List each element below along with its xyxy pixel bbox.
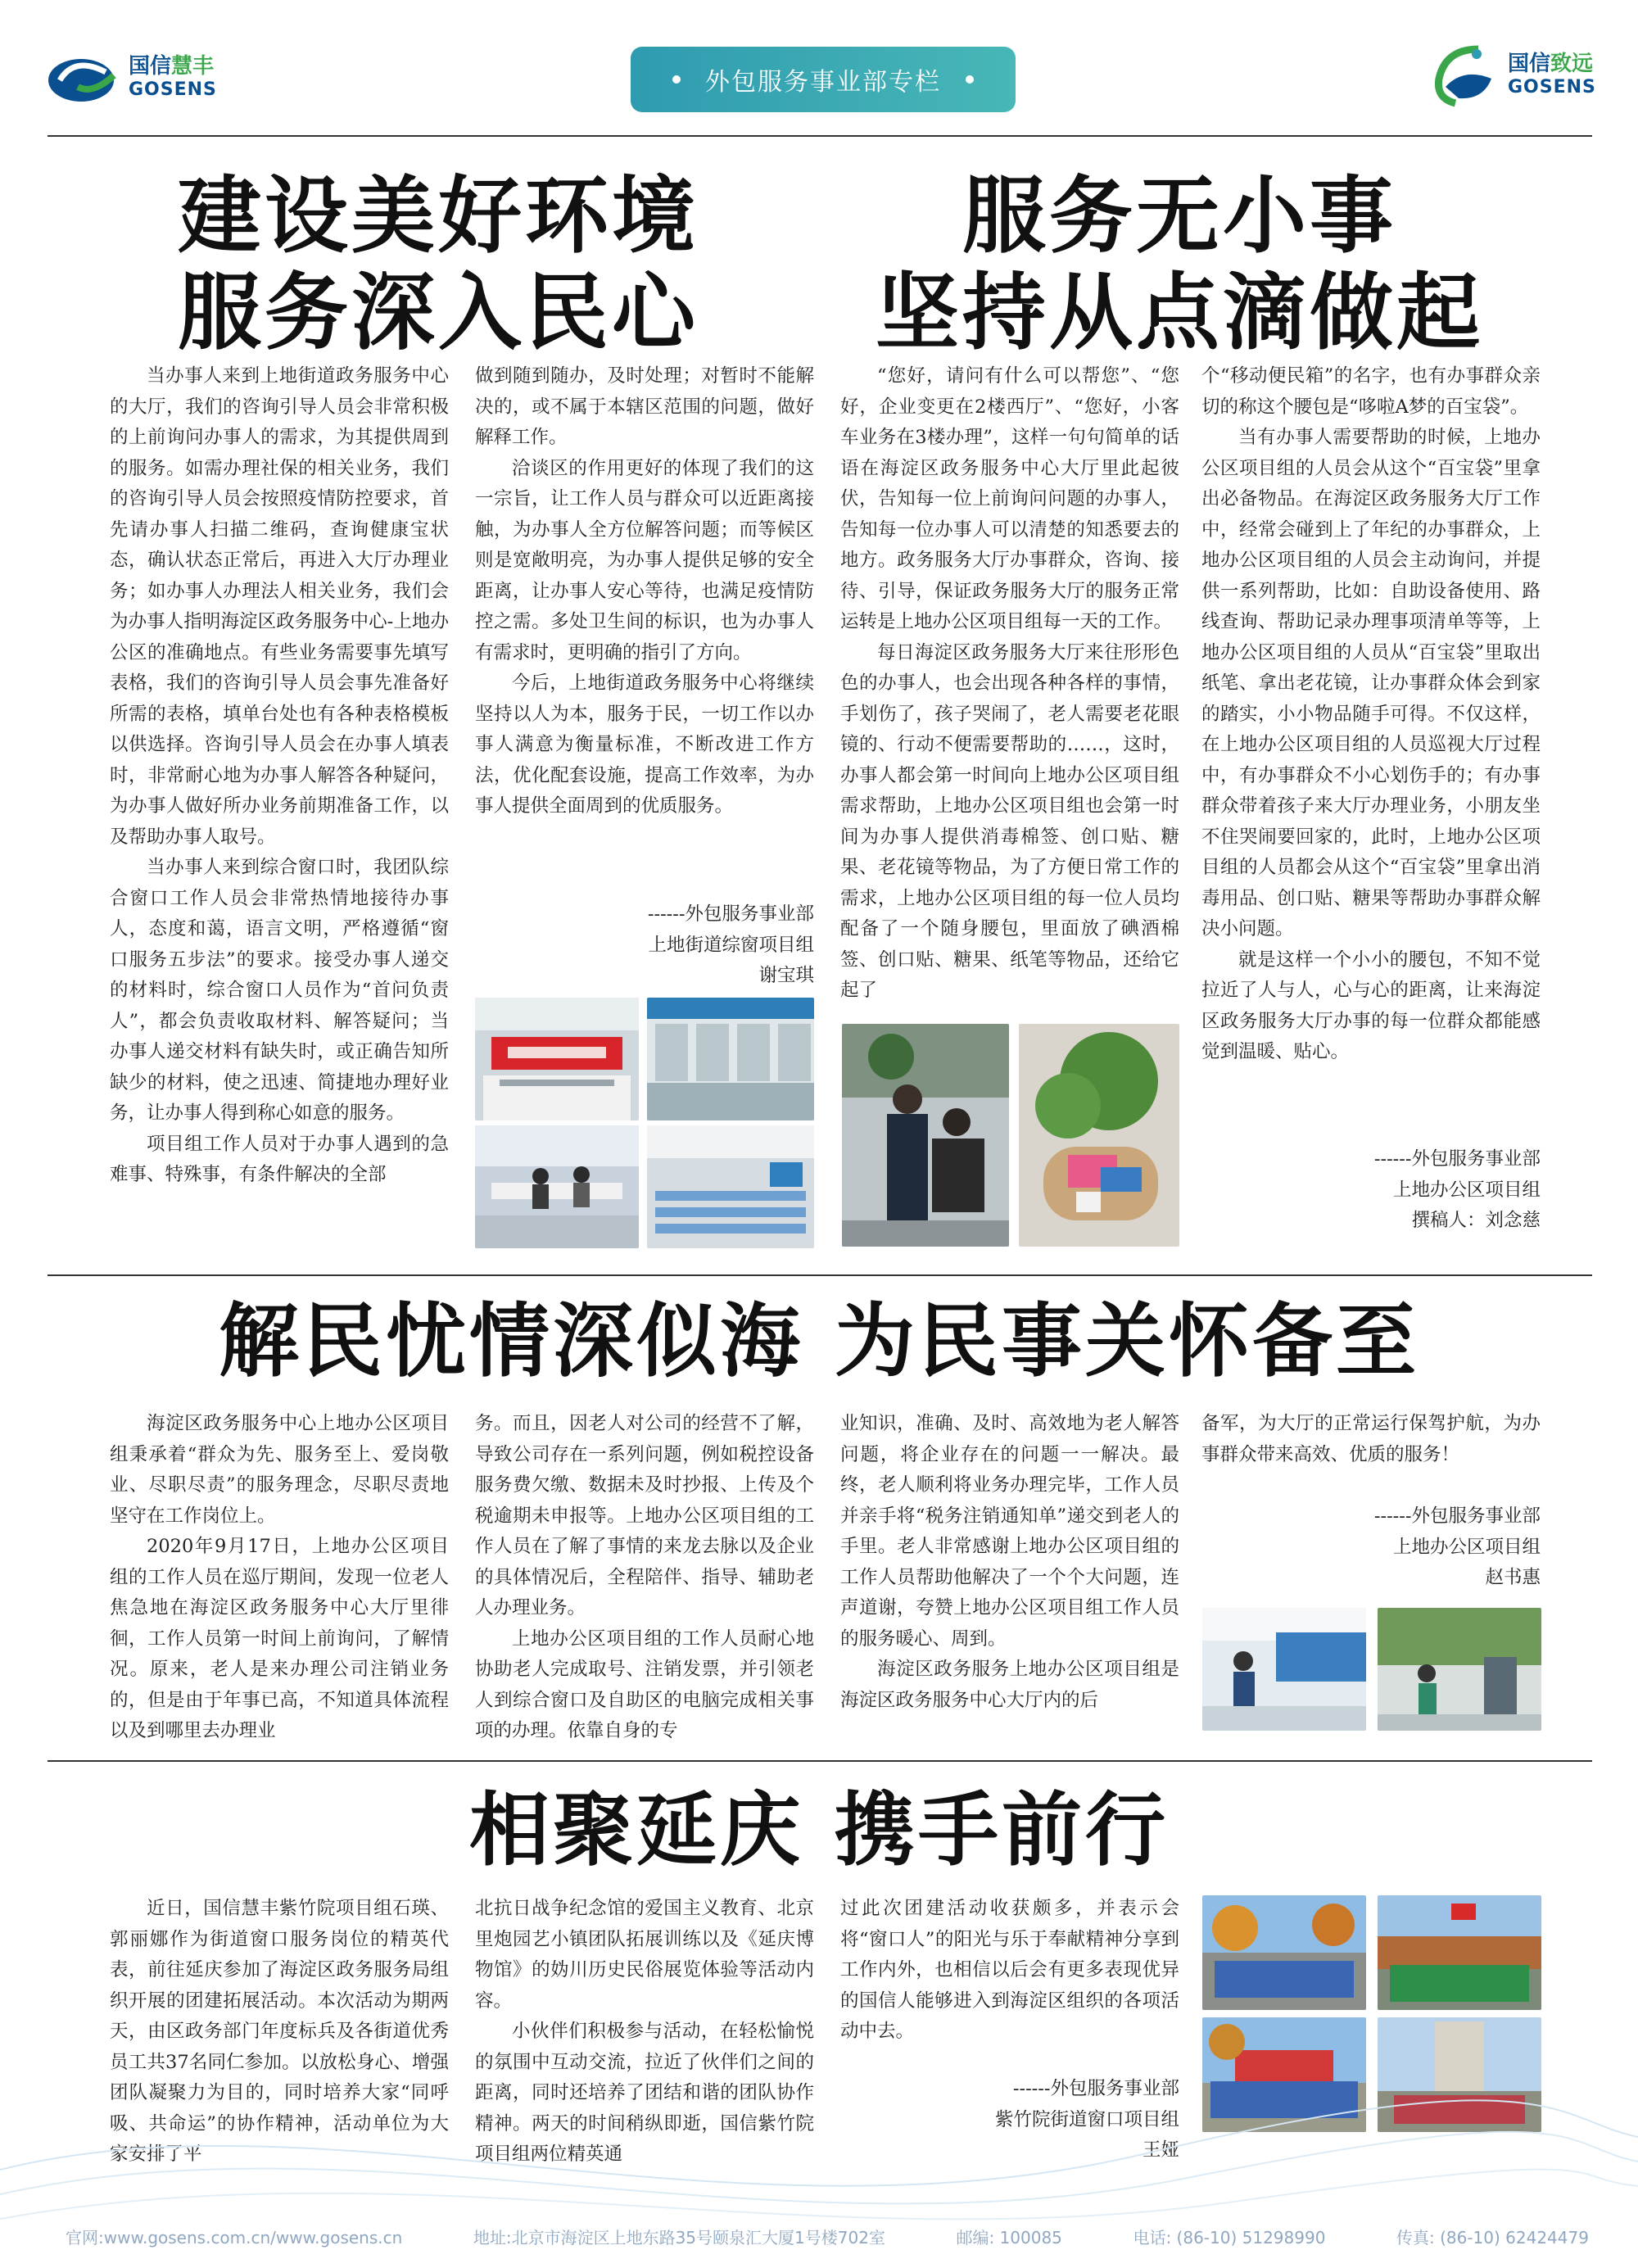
- article1-title-line1: 建设美好环境: [178, 167, 699, 265]
- footer-address: 地址:北京市海淀区上地东路35号颐泉汇大厦1号楼702室: [473, 2228, 885, 2248]
- logo-cn-a: 国信: [1508, 52, 1551, 77]
- article3-col2: [475, 1409, 814, 1747]
- signature-author: 谢宝琪: [758, 965, 814, 986]
- signature-dept: ------外包服务事业部: [647, 903, 814, 925]
- logo-cn-a: 国信: [129, 54, 172, 79]
- paragraph: 海淀区政务服务中心上地办公区项目组秉承着“群众为先、服务至上、爱岗敬业、尽职尽责”的服务理念，尽职尽责地坚守在工作岗位上。: [110, 1413, 449, 1527]
- bullet-dot-icon: [672, 75, 681, 84]
- staff-helping-visitor-photo: [842, 1024, 1009, 1247]
- article3-signature: [1201, 1501, 1541, 1594]
- service-hall-reception-photo: [475, 998, 639, 1120]
- paragraph: 2020年9月17日，上地办公区项目组的工作人员在巡厅期间，发现一位老人焦急地在海淀区政务服务中心大厅里徘徊，工作人员第一时间上前询问，了解情况。原来，老人是来办理公司注销业务的，但是由于年事已高，不知道具体流程以及到哪里去办理业: [110, 1536, 449, 1741]
- signature-team: 上地办公区项目组: [1392, 1536, 1541, 1558]
- signature-team: 紫竹院街道窗口项目组: [994, 2108, 1179, 2130]
- article1-signature: [475, 899, 814, 992]
- article1-col2: [475, 361, 814, 822]
- article2-col2: [1201, 361, 1541, 1068]
- paragraph: 当有办事人需要帮助的时候，上地办公区项目组的人员会从这个“百宝袋”里拿出必备物品。在海淀区政务服务大厅工作中，经常会碰到上了年纪的办事群众，上地办公区项目组的人员会主动询问，并提供一系列帮助，比如：自助设备使用、路线查询、帮助记录办理事项清单等等，上地办公区项目组的人员从“百宝袋”里取出纸笔、拿出老花镜，让办事群众体会到家的踏实，小小物品随手可得。不仅这样，在上地办公区项目组的人员巡视大厅过程中，有办事群众不小心划伤手的；有办事群众带着孩子来大厅办理业务，小朋友坐不住哭闹要回家的，此时，上地办公区项目组的人员都会从这个“百宝袋”里拿出消毒用品、创口贴、糖果等帮助办事群众解决小问题。: [1201, 427, 1541, 939]
- signature-dept: ------外包服务事业部: [1373, 1505, 1541, 1527]
- paragraph: 洽谈区的作用更好的体现了我们的这一宗旨，让工作人员与群众可以近距离接触，为办事人全方位解答问题；而等候区则是宽敞明亮，为办事人提供足够的安全距离，让办事人安心等待，也满足疫情防控之需。多处卫生间的标识，也为办事人有需求时，更明确的指引了方向。: [475, 457, 814, 663]
- paragraph: 个“移动便民箱”的名字，也有办事群众亲切的称这个腰包是“哆啦A梦的百宝袋”。: [1201, 365, 1541, 418]
- paragraph: 上地办公区项目组的工作人员耐心地协助老人完成取号、注销发票，并引领老人到综合窗口及自助区的电脑完成相关事项的办理。依靠自身的专: [475, 1627, 814, 1741]
- article2-title: [819, 168, 1540, 361]
- paragraph: “您好，请问有什么可以帮您”、“您好，企业变更在2楼西厅”、“您好，小客车业务在3楼办理”，这样一句句简单的话语在海淀区政务服务中心大厅里此起彼伏，告知每一位上前询问问题的办事人，告知每一位办事人可以清楚的知悉要去的地方。政务服务大厅办事群众，咨询、接待、引导，保证政务服务大厅的服务正常运转是上地办公区项目组每一天的工作。: [840, 365, 1179, 632]
- zhiyuan-logo-icon: [1429, 43, 1505, 108]
- waiting-area-photo: [647, 1125, 814, 1248]
- footer-website[interactable]: 官网:www.gosens.com.cn/www.gosens.cn: [66, 2228, 403, 2248]
- paragraph: 小伙伴们积极参与活动，在轻松愉悦的氛围中互动交流，拉近了伙伴们之间的距离，同时还培养了团结和谐的团队协作精神。两天的时间稍纵即逝，国信紫竹院项目组两位精英通: [475, 2021, 814, 2165]
- paragraph: 北抗日战争纪念馆的爱国主义教育、北京里炮园艺小镇团队拓展训练以及《延庆博物馆》的妫川历史民俗展览体验等活动内容。: [475, 1898, 814, 2012]
- logo-cn-b: 致远: [1550, 52, 1594, 77]
- consultation-area-photo: [475, 1125, 639, 1248]
- paragraph: 当办事人来到综合窗口时，我团队综合窗口工作人员会非常热情地接待办事人，态度和蔼，语言文明，严格遵循“窗口服务五步法”的要求。接受办事人递交的材料时，综合窗口人员作为“首问负责人”，都会负责收取材料、解答疑问；当办事人递交材料有缺失时，或正确告知所缺少的材料，使之迅速、简捷地办理好业务，让办事人得到称心如意的服务。: [110, 857, 449, 1124]
- bullet-dot-icon: [966, 75, 974, 84]
- article3-col3: [840, 1409, 1179, 1716]
- signature-team: 上地办公区项目组: [1392, 1179, 1541, 1201]
- paragraph: 海淀区政务服务上地办公区项目组是海淀区政务服务中心大厅内的后: [840, 1659, 1179, 1711]
- logo-en: GOSENS: [1508, 77, 1596, 98]
- article3-col1: [110, 1409, 449, 1747]
- signature-author: 王娅: [1142, 2139, 1179, 2161]
- paragraph: 过此次团建活动收获颇多，并表示会将“窗口人”的阳光与乐于奉献精神分享到工作内外，也相信以后会有更多表现优异的国信人能够进入到海淀区组织的各项活动中去。: [840, 1898, 1179, 2042]
- paragraph: 项目组工作人员对于办事人遇到的急难事、特殊事，有条件解决的全部: [110, 1133, 449, 1185]
- article1-title-line2: 服务深入民心: [178, 264, 699, 362]
- paragraph: 业知识，准确、及时、高效地为老人解答问题，将企业存在的问题一一解决。最终，老人顺利将业务办理完毕，工作人员并亲手将“税务注销通知单”递交到老人的手里。老人非常感谢上地办公区项目组的工作人员帮助他解决了一个个大问题，连声道谢，夸赞上地办公区项目组工作人员的服务暖心、周到。: [840, 1413, 1179, 1650]
- footer-bar: [66, 2225, 1589, 2248]
- paragraph: 务。而且，因老人对公司的经营不了解，导致公司存在一系列问题，例如税控设备服务费欠缴、数据未及时抄报、上传及个税逾期未申报等。上地办公区项目组的工作人员在了解了事情的来龙去脉以及企业的具体情况后，全程陪伴、指导、辅助老人办理业务。: [475, 1413, 814, 1618]
- banner-text: 外包服务事业部专栏: [705, 68, 941, 97]
- header-divider: [48, 135, 1592, 137]
- service-windows-photo: [647, 998, 814, 1120]
- footer-postcode: 邮编: 100085: [956, 2228, 1062, 2248]
- article4-title: 相聚延庆 携手前行: [468, 1783, 1170, 1877]
- signature-author: 赵书惠: [1485, 1567, 1541, 1588]
- section-divider: [48, 1760, 1592, 1762]
- footer-fax: 传真: (86-10) 62424479: [1396, 2228, 1589, 2248]
- paragraph: 当办事人来到上地街道政务服务中心的大厅，我们的咨询引导人员会非常积极的上前询问办事人的需求，为其提供周到的服务。如需办理社保的相关业务，我们的咨询引导人员会按照疫情防控要求，首先请办事人扫描二维码，查询健康宝状态，确认状态正常后，再进入大厅办理业务；如办事人办理法人相关业务，我们会为办事人指明海淀区政务服务中心-上地办公区的准确地点。有些业务需要事先填写表格，我们的咨询引导人员会事先准备好所需的表格，填单台处也有各种表格模板以供选择。咨询引导人员会在办事人填表时，非常耐心地为办事人解答各种疑问，为办事人做好所办业务前期准备工作，以及帮助办事人取号。: [110, 365, 449, 848]
- paragraph: 就是这样一个小小的腰包，不知不觉拉近了人与人，心与心的距离，让来海淀区政务服务大厅办事的每一位群众都能感觉到温暖、贴心。: [1201, 948, 1541, 1062]
- self-service-area-photo: [1378, 1608, 1541, 1731]
- article2-signature: [1201, 1144, 1541, 1237]
- assisting-elderly-photo: [1202, 1608, 1366, 1731]
- footer-phone: 电话: (86-10) 51298990: [1133, 2228, 1326, 2248]
- service-pouch-items-photo: [1019, 1024, 1179, 1247]
- section-divider: [48, 1274, 1592, 1276]
- article1-title: [98, 168, 778, 361]
- signature-dept: ------外包服务事业部: [1012, 2078, 1179, 2099]
- left-logo: [45, 51, 217, 105]
- article3-title: 解民忧情深似海 为民事关怀备至: [218, 1294, 1420, 1388]
- gosens-logo-icon: [45, 51, 124, 105]
- article2-title-line2: 坚持从点滴做起: [876, 264, 1483, 362]
- signature-author: 撰稿人：刘念慈: [1411, 1210, 1541, 1231]
- logo-cn-b: 慧丰: [171, 54, 215, 79]
- paragraph: 每日海淀区政务服务大厅来往形形色色的办事人，也会出现各种各样的事情，手划伤了，孩子哭闹了，老人需要老花眼镜的、行动不便需要帮助的……，这时，办事人都会第一时间向上地办公区项目组需求帮助，上地办公区项目组也会第一时间为办事人提供消毒棉签、创口贴、糖果、老花镜等物品，为了方便日常工作的需求，上地办公区项目组的每一位人员均配备了一个随身腰包，里面放了碘酒棉签、创口贴、糖果、纸笔等物品，还给它起了: [840, 641, 1179, 1001]
- article2-col1: [840, 361, 1179, 1007]
- paragraph: 备军，为大厅的正常运行保驾护航，为办事群众带来高效、优质的服务！: [1201, 1413, 1541, 1465]
- right-logo: [1429, 43, 1596, 108]
- signature-team: 上地街道综窗项目组: [648, 934, 814, 956]
- article2-title-line1: 服务无小事: [962, 167, 1396, 265]
- paragraph: 近日，国信慧丰紫竹院项目组石瑛、郭丽娜作为街道窗口服务岗位的精英代表，前往延庆参加了海淀区政务服务局组织开展的团建拓展活动。本次活动为期两天，由区政务部门年度标兵及各街道优秀员工共37名同仁参加。以放松身心、增强团队凝聚力为目的，同时培养大家“同呼吸、共命运”的协作精神，活动单位为大家安排了平: [110, 1898, 449, 2165]
- signature-dept: ------外包服务事业部: [1373, 1148, 1541, 1170]
- column-banner: [631, 47, 1016, 112]
- article3-col4: [1201, 1409, 1541, 1470]
- logo-en: GOSENS: [129, 79, 217, 101]
- paragraph: 今后，上地街道政务服务中心将继续坚持以人为本，服务于民，一切工作以办事人满意为衡量标准，不断改进工作方法，优化配套设施，提高工作效率，为办事人提供全面周到的优质服务。: [475, 672, 814, 817]
- article1-col1: [110, 361, 449, 1191]
- paragraph: 做到随到随办，及时处理；对暂时不能解决的，或不属于本辖区范围的问题，做好解释工作。: [475, 365, 814, 448]
